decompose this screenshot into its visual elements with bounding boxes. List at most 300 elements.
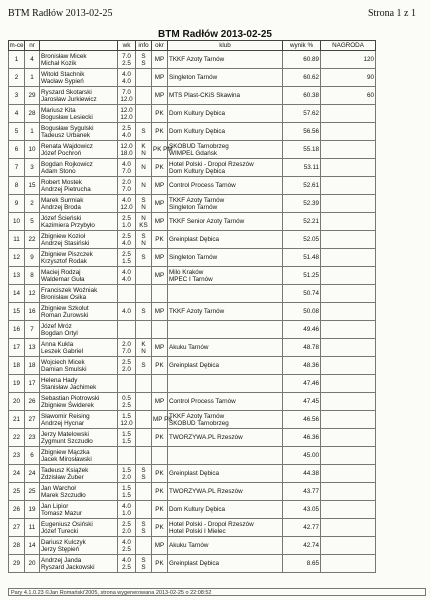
table-row bbox=[9, 519, 376, 537]
cell-nr bbox=[25, 141, 40, 159]
cell-players-p1: Zbigniew Kozioł bbox=[41, 232, 86, 240]
cell-nr-nr: 8 bbox=[30, 272, 34, 279]
cell-nr bbox=[25, 159, 40, 177]
cell-club bbox=[168, 231, 283, 249]
cell-club-k2: Control Process Tarnów bbox=[169, 398, 236, 405]
cell-nr-nr: 25 bbox=[28, 488, 36, 495]
cell-club bbox=[168, 411, 283, 429]
cell-wk bbox=[118, 69, 136, 87]
cell-place-place: 19 bbox=[12, 380, 20, 387]
cell-players-p1: Jan Lipior bbox=[41, 502, 69, 510]
cell-players bbox=[40, 51, 118, 69]
cell-okr bbox=[152, 87, 168, 105]
cell-result-res: 42.77 bbox=[303, 524, 319, 531]
cell-wk bbox=[118, 105, 136, 123]
cell-wk bbox=[118, 267, 136, 285]
cell-place bbox=[9, 195, 25, 213]
header-left: BTM Radłów 2013-02-25 bbox=[8, 8, 113, 19]
cell-result-res: 52.21 bbox=[303, 218, 319, 225]
cell-wk-wk1: 12.0 bbox=[120, 106, 133, 114]
cell-prize-prize: 60 bbox=[366, 92, 374, 99]
cell-result-res: 43.05 bbox=[303, 506, 319, 513]
cell-result-res: 45.00 bbox=[303, 452, 319, 459]
cell-info bbox=[136, 105, 152, 123]
cell-okr bbox=[152, 429, 168, 447]
cell-nr bbox=[25, 249, 40, 267]
cell-place bbox=[9, 87, 25, 105]
cell-place-place: 26 bbox=[12, 506, 20, 513]
cell-club bbox=[168, 177, 283, 195]
cell-info-i2: N bbox=[141, 347, 146, 355]
cell-wk-wk2: 18.0 bbox=[120, 149, 133, 157]
cell-place-place: 3 bbox=[14, 92, 19, 99]
cell-players-p2: Wacław Sypień bbox=[41, 77, 84, 85]
cell-place bbox=[9, 141, 25, 159]
cell-players-p1: Ryszard Skotarski bbox=[41, 88, 92, 96]
cell-wk-wk1: 4.0 bbox=[122, 160, 131, 168]
cell-place-place: 5 bbox=[14, 128, 19, 135]
cell-wk-wk1: 2.0 bbox=[122, 340, 131, 348]
cell-players-p1: Helena Hady bbox=[41, 376, 78, 384]
cell-players-p1: Sebastian Piotrowski bbox=[41, 394, 100, 402]
cell-result-res: 43.77 bbox=[303, 488, 319, 495]
cell-result bbox=[283, 213, 321, 231]
cell-okr-okr: PK bbox=[155, 488, 164, 495]
cell-wk-wk2: 4.0 bbox=[122, 131, 131, 139]
cell-result bbox=[283, 303, 321, 321]
cell-players bbox=[40, 159, 118, 177]
cell-club bbox=[168, 501, 283, 519]
cell-result bbox=[283, 357, 321, 375]
cell-okr-okr: PK bbox=[155, 434, 164, 441]
cell-nr bbox=[25, 213, 40, 231]
cell-players-p1: Dariusz Kulczyk bbox=[41, 538, 86, 546]
col-result: wynik % bbox=[283, 41, 321, 51]
col-place: m-ce bbox=[9, 42, 24, 49]
cell-club-k1: Hotel Polski - Dropol Rzeszów bbox=[169, 160, 254, 168]
cell-okr bbox=[152, 195, 168, 213]
cell-wk-wk2: 1.0 bbox=[122, 509, 131, 517]
cell-club-k1: TWORZYWA.PL Rzeszów bbox=[169, 434, 243, 441]
cell-okr bbox=[152, 213, 168, 231]
cell-wk-wk2: 2.0 bbox=[122, 473, 131, 481]
cell-club bbox=[168, 159, 283, 177]
cell-info bbox=[136, 159, 152, 177]
cell-players bbox=[40, 501, 118, 519]
cell-prize bbox=[321, 123, 376, 141]
cell-result bbox=[283, 321, 321, 339]
cell-players-p1: Witold Stachnik bbox=[41, 70, 85, 78]
cell-okr-okr: MP bbox=[154, 308, 165, 315]
cell-club bbox=[168, 321, 283, 339]
cell-info bbox=[136, 339, 152, 357]
cell-club-k2: Dom Kultury Dębica bbox=[169, 167, 225, 175]
cell-players-p2: Bogdan Ortyl bbox=[41, 329, 78, 337]
cell-prize bbox=[321, 411, 376, 429]
cell-wk bbox=[118, 393, 136, 411]
cell-wk bbox=[118, 213, 136, 231]
cell-players-p2: Andrzej Broda bbox=[41, 203, 81, 211]
cell-prize bbox=[321, 501, 376, 519]
cell-result-res: 8.65 bbox=[306, 560, 319, 567]
cell-place-place: 28 bbox=[12, 542, 20, 549]
footer: Pary 4.1.0.23 ©Jan Romański'2005, strona wygenerowana 2013-02-25 o 22:08:52 bbox=[8, 588, 426, 596]
cell-okr-okr: PK bbox=[155, 110, 164, 117]
cell-okr-okr: MP bbox=[154, 344, 165, 351]
cell-okr-okr: PK bbox=[155, 362, 164, 369]
cell-nr-nr: 7 bbox=[30, 326, 34, 333]
cell-wk-wk1: 4.0 bbox=[122, 196, 131, 204]
cell-wk bbox=[118, 87, 136, 105]
cell-players-p1: Andrzej Janda bbox=[41, 556, 82, 564]
cell-prize bbox=[321, 249, 376, 267]
cell-nr bbox=[25, 87, 40, 105]
cell-place bbox=[9, 447, 25, 465]
cell-players bbox=[40, 483, 118, 501]
cell-info-i2: N bbox=[141, 203, 146, 211]
cell-wk-wk1: 2.0 bbox=[122, 178, 131, 186]
cell-prize bbox=[321, 537, 376, 555]
cell-result-res: 48.78 bbox=[303, 344, 319, 351]
cell-okr-okr: MP PK bbox=[153, 416, 173, 423]
cell-okr-okr: PK bbox=[155, 164, 164, 171]
cell-club-k2: WIMPEL Gdańsk bbox=[169, 149, 218, 157]
table-row bbox=[9, 69, 376, 87]
cell-wk-wk2: 2.5 bbox=[122, 401, 131, 409]
cell-nr-nr: 17 bbox=[28, 380, 36, 387]
cell-wk-wk1: 12.0 bbox=[120, 142, 133, 150]
cell-info-i2: N bbox=[141, 164, 146, 171]
col-okr: okr bbox=[152, 41, 168, 51]
cell-place-place: 15 bbox=[12, 308, 20, 315]
table-row bbox=[9, 447, 376, 465]
cell-nr-nr: 1 bbox=[30, 74, 34, 81]
cell-players-p1: Renata Wajdowicz bbox=[41, 142, 93, 150]
cell-place-place: 21 bbox=[12, 416, 20, 423]
cell-wk-wk2: 7.0 bbox=[122, 185, 131, 193]
cell-nr bbox=[25, 321, 40, 339]
cell-nr-nr: 23 bbox=[28, 434, 36, 441]
cell-players-p2: Zygmunt Szczudło bbox=[41, 437, 93, 445]
table-row bbox=[9, 411, 376, 429]
cell-wk bbox=[118, 321, 136, 339]
cell-club-k1: Greinplast Dębica bbox=[169, 560, 220, 567]
cell-result-res: 60.89 bbox=[303, 56, 319, 63]
cell-club-k1: Dom Kultury Dębica bbox=[169, 506, 225, 513]
cell-okr bbox=[152, 555, 168, 573]
cell-prize bbox=[321, 429, 376, 447]
cell-place bbox=[9, 177, 25, 195]
cell-okr-okr: PK PM bbox=[153, 146, 173, 153]
cell-place bbox=[9, 249, 25, 267]
cell-prize bbox=[321, 285, 376, 303]
cell-club bbox=[168, 537, 283, 555]
cell-result bbox=[283, 393, 321, 411]
cell-players-p1: Tadeusz Książek bbox=[41, 466, 89, 474]
cell-club-k1: TWORZYWA.PL Rzeszów bbox=[169, 488, 243, 495]
cell-info-i2: S bbox=[141, 128, 146, 135]
cell-club-k2: Singleton Tarnów bbox=[169, 203, 218, 211]
cell-place-place: 25 bbox=[12, 488, 20, 495]
cell-result-res: 46.56 bbox=[303, 416, 319, 423]
cell-okr-okr: PK bbox=[155, 128, 164, 135]
cell-club bbox=[168, 105, 283, 123]
cell-place bbox=[9, 123, 25, 141]
cell-nr bbox=[25, 285, 40, 303]
cell-place bbox=[9, 465, 25, 483]
cell-prize bbox=[321, 321, 376, 339]
cell-okr bbox=[152, 465, 168, 483]
cell-okr bbox=[152, 69, 168, 87]
cell-info bbox=[136, 357, 152, 375]
cell-wk bbox=[118, 51, 136, 69]
cell-info bbox=[136, 249, 152, 267]
cell-nr-nr: 11 bbox=[28, 524, 36, 531]
cell-result-res: 55.18 bbox=[303, 146, 319, 153]
cell-prize bbox=[321, 69, 376, 87]
cell-result-res: 42.74 bbox=[303, 542, 319, 549]
cell-wk bbox=[118, 285, 136, 303]
cell-nr-nr: 5 bbox=[30, 218, 34, 225]
cell-wk-wk2: 7.0 bbox=[122, 167, 131, 175]
cell-info bbox=[136, 123, 152, 141]
cell-players bbox=[40, 213, 118, 231]
cell-okr bbox=[152, 537, 168, 555]
cell-prize bbox=[321, 357, 376, 375]
cell-prize bbox=[321, 51, 376, 69]
cell-club bbox=[168, 519, 283, 537]
cell-result-res: 52.61 bbox=[303, 182, 319, 189]
cell-wk-wk1: 2.5 bbox=[122, 250, 131, 258]
cell-wk bbox=[118, 177, 136, 195]
cell-info-i1: K bbox=[141, 340, 146, 348]
cell-wk-wk1: 4.0 bbox=[122, 556, 131, 564]
cell-place-place: 27 bbox=[12, 524, 20, 531]
cell-wk bbox=[118, 159, 136, 177]
cell-wk-wk1: 2.5 bbox=[122, 232, 131, 240]
cell-wk bbox=[118, 537, 136, 555]
cell-okr-okr: MP bbox=[154, 398, 165, 405]
cell-place bbox=[9, 105, 25, 123]
cell-players bbox=[40, 249, 118, 267]
col-players bbox=[40, 41, 118, 51]
cell-result bbox=[283, 537, 321, 555]
cell-prize bbox=[321, 231, 376, 249]
cell-info-i2: KS bbox=[139, 221, 148, 229]
cell-nr bbox=[25, 465, 40, 483]
cell-club-k1: Akuku Tarnów bbox=[169, 542, 209, 549]
cell-place bbox=[9, 231, 25, 249]
cell-nr-nr: 4 bbox=[30, 56, 34, 63]
cell-players-p2: Józef Turecki bbox=[41, 527, 79, 535]
col-wk: wk bbox=[118, 41, 136, 51]
page-number: Strona 1 z 1 bbox=[367, 8, 416, 19]
cell-players bbox=[40, 231, 118, 249]
cell-result bbox=[283, 69, 321, 87]
cell-info bbox=[136, 321, 152, 339]
cell-wk bbox=[118, 195, 136, 213]
cell-players bbox=[40, 357, 118, 375]
cell-players-p2: Bogusław Lesiecki bbox=[41, 113, 93, 121]
cell-wk-wk1: 2.5 bbox=[122, 358, 131, 366]
cell-wk bbox=[118, 123, 136, 141]
cell-players-p1: Zbigniew Piszczek bbox=[41, 250, 93, 258]
cell-okr-okr: MP bbox=[154, 92, 165, 99]
cell-wk-wk1: 1.5 bbox=[122, 412, 131, 420]
cell-result bbox=[283, 177, 321, 195]
cell-info-i1: S bbox=[141, 308, 146, 315]
cell-nr-nr: 26 bbox=[28, 398, 36, 405]
cell-place bbox=[9, 267, 25, 285]
cell-nr bbox=[25, 357, 40, 375]
cell-result-res: 48.36 bbox=[303, 362, 319, 369]
cell-result-res: 51.48 bbox=[303, 254, 319, 261]
cell-wk bbox=[118, 231, 136, 249]
cell-place bbox=[9, 285, 25, 303]
table-row bbox=[9, 501, 376, 519]
cell-players-p2: Andrzej Stasiński bbox=[41, 239, 90, 247]
cell-okr-okr: MP bbox=[154, 272, 165, 279]
cell-place bbox=[9, 537, 25, 555]
cell-players-p2: Zdzisław Żuber bbox=[41, 473, 84, 481]
cell-info bbox=[136, 141, 152, 159]
col-info: info bbox=[136, 41, 152, 51]
cell-club bbox=[168, 483, 283, 501]
cell-wk-wk1: 1.5 bbox=[122, 466, 131, 474]
cell-nr-nr: 29 bbox=[28, 92, 36, 99]
cell-club-k2: SKOBUD Tarnobrzeg bbox=[169, 419, 229, 427]
cell-club bbox=[168, 267, 283, 285]
cell-okr bbox=[152, 141, 173, 159]
cell-players-p1: Franciszek Woźniak bbox=[41, 286, 98, 294]
cell-club-k1: Greinplast Dębica bbox=[169, 236, 220, 243]
cell-place-place: 6 bbox=[14, 146, 19, 153]
cell-info-i2: S bbox=[141, 563, 146, 571]
cell-wk-wk2: 1.5 bbox=[122, 437, 131, 445]
cell-okr-okr: PK bbox=[155, 470, 164, 477]
cell-players-p1: Jan Warchoł bbox=[41, 484, 76, 492]
cell-nr bbox=[25, 375, 40, 393]
cell-wk bbox=[118, 465, 136, 483]
cell-club-k1: Singleton Tarnów bbox=[169, 74, 218, 81]
table-row bbox=[9, 393, 376, 411]
table-row bbox=[9, 303, 376, 321]
cell-info-i1: S bbox=[141, 556, 146, 564]
cell-nr-nr: 14 bbox=[28, 542, 36, 549]
cell-prize bbox=[321, 519, 376, 537]
cell-okr bbox=[152, 159, 168, 177]
cell-okr-okr: MP bbox=[154, 200, 165, 207]
cell-wk-wk1: 7.0 bbox=[122, 52, 131, 60]
cell-wk-wk1: 4.0 bbox=[122, 538, 131, 546]
cell-place-place: 2 bbox=[14, 74, 19, 81]
cell-wk-wk2: 2.0 bbox=[122, 365, 131, 373]
cell-result-res: 52.39 bbox=[303, 200, 319, 207]
table-row bbox=[9, 195, 376, 213]
cell-club bbox=[168, 123, 283, 141]
cell-wk-wk2: 12.0 bbox=[120, 113, 133, 121]
cell-players bbox=[40, 465, 118, 483]
cell-info-i1: S bbox=[141, 254, 146, 261]
cell-info-i1: S bbox=[141, 466, 146, 474]
cell-wk bbox=[118, 429, 136, 447]
cell-players-p1: Marek Surmiak bbox=[41, 196, 84, 204]
cell-wk-wk1: 7.0 bbox=[122, 88, 131, 96]
cell-prize-prize: 120 bbox=[363, 56, 374, 63]
cell-players-p1: Jerzy Matelowski bbox=[41, 430, 89, 438]
table-row bbox=[9, 249, 376, 267]
cell-okr-okr: PK bbox=[155, 524, 164, 531]
cell-okr-okr: MP bbox=[154, 74, 165, 81]
cell-info bbox=[136, 519, 152, 537]
cell-info bbox=[136, 537, 152, 555]
cell-nr bbox=[25, 519, 40, 537]
col-nr: nr bbox=[25, 41, 40, 51]
cell-club bbox=[168, 195, 283, 213]
cell-nr-nr: 22 bbox=[28, 236, 36, 243]
cell-players-p2: Krzysztof Rodak bbox=[41, 257, 87, 265]
cell-players bbox=[40, 177, 118, 195]
table-row bbox=[9, 141, 376, 159]
cell-info bbox=[136, 177, 152, 195]
cell-wk-wk1: 2.5 bbox=[122, 124, 131, 132]
cell-players-p2: Zbigniew Świderek bbox=[41, 401, 94, 409]
cell-wk bbox=[118, 249, 136, 267]
cell-info-i2: S bbox=[141, 59, 146, 67]
cell-nr-nr: 24 bbox=[28, 470, 36, 477]
cell-nr bbox=[25, 195, 40, 213]
cell-result bbox=[283, 285, 321, 303]
cell-wk-wk2: 12.0 bbox=[120, 419, 133, 427]
cell-prize bbox=[321, 87, 376, 105]
cell-info bbox=[136, 87, 152, 105]
cell-wk-wk2: 12.0 bbox=[120, 203, 133, 211]
cell-place bbox=[9, 303, 25, 321]
cell-place-place: 29 bbox=[12, 560, 20, 567]
cell-wk bbox=[118, 555, 136, 573]
cell-info-i1: K bbox=[141, 142, 146, 150]
cell-players bbox=[40, 321, 118, 339]
cell-info bbox=[136, 213, 152, 231]
cell-result bbox=[283, 339, 321, 357]
cell-players bbox=[40, 105, 118, 123]
cell-wk-wk1: 1.5 bbox=[122, 430, 131, 438]
cell-okr bbox=[152, 267, 168, 285]
cell-players-p2: Michał Kozik bbox=[41, 59, 77, 67]
cell-okr bbox=[152, 483, 168, 501]
cell-result bbox=[283, 411, 321, 429]
cell-result bbox=[283, 249, 321, 267]
table-row bbox=[9, 87, 376, 105]
cell-players bbox=[40, 537, 118, 555]
cell-okr-okr: PK bbox=[155, 506, 164, 513]
cell-result bbox=[283, 447, 321, 465]
cell-place-place: 9 bbox=[14, 200, 19, 207]
cell-nr-nr: 19 bbox=[28, 506, 36, 513]
cell-okr bbox=[152, 339, 168, 357]
table-row bbox=[9, 285, 376, 303]
cell-players-p2: Jerzy Stępień bbox=[41, 545, 80, 553]
cell-info bbox=[136, 231, 152, 249]
cell-okr bbox=[152, 177, 168, 195]
cell-nr bbox=[25, 411, 40, 429]
cell-club-k2: Singleton Tarnów bbox=[169, 254, 218, 261]
cell-nr-nr: 28 bbox=[28, 110, 36, 117]
cell-players-p2: Adam Stono bbox=[41, 167, 76, 175]
cell-result bbox=[283, 87, 321, 105]
cell-result bbox=[283, 519, 321, 537]
cell-club bbox=[168, 69, 283, 87]
